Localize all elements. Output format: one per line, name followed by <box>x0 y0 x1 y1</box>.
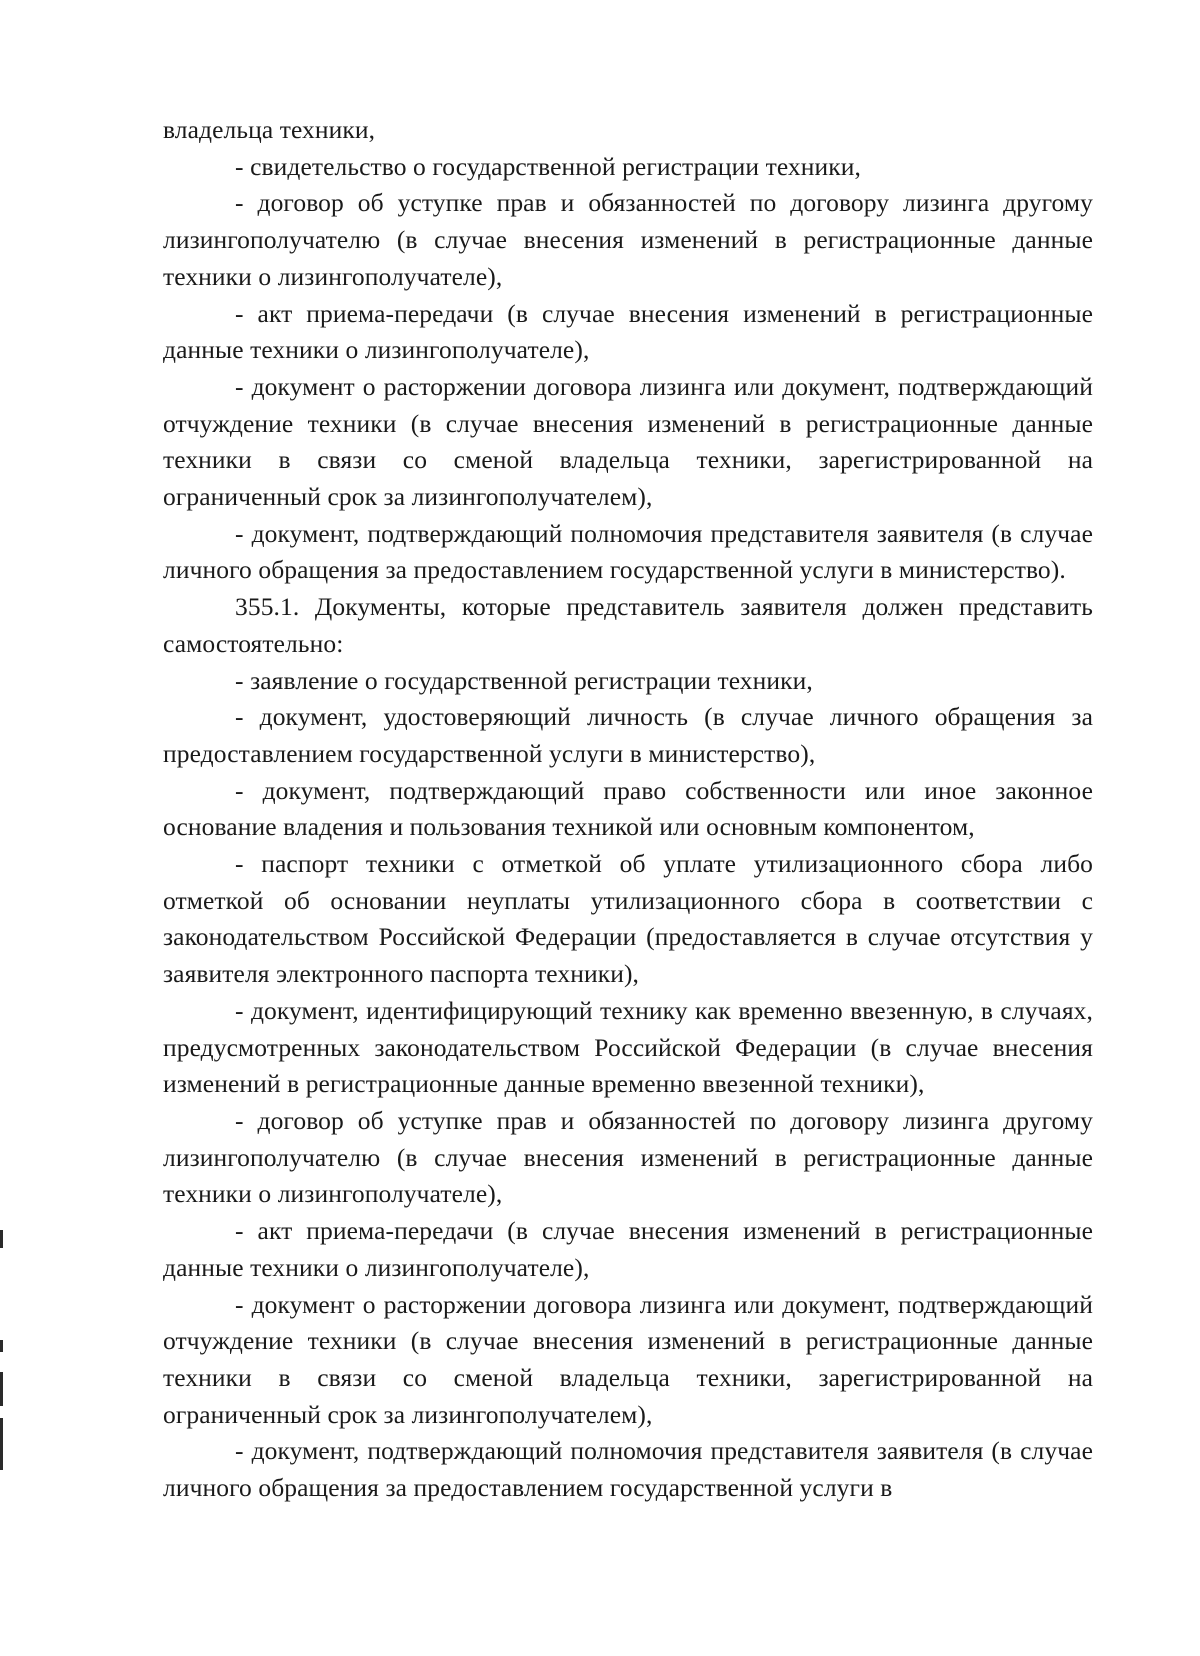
section-heading-355-1: 355.1. Документы, которые представитель заявителя должен представить самостоятельно: <box>163 592 1093 658</box>
scan-edge-mark <box>0 1230 3 1248</box>
list-item-transfer-act: - акт приема-передачи (в случае внесения изменений в регистрационные данные техники о лизингополучателе), <box>163 298 1093 365</box>
scan-edge-mark <box>0 1372 3 1406</box>
list-item-leasing-termination-2: - документ о расторжении договора лизинга или документ, подтверждающий отчуждение техники (в случае внесения изменений в регистрационные данные техники в связи со сменой владельца техники, зарегистрированной на ограниченный срок за лизингополучателем), <box>163 1289 1093 1429</box>
list-item-equipment-passport: - паспорт техники с отметкой об уплате утилизационного сбора либо отметкой об основании неуплаты утилизационного сбора в соответствии с законодательством Российской Федерации (предоставляется в случае отсутствия у заявителя электронного паспорта техники), <box>163 849 1093 989</box>
list-item-registration-application: - заявление о государственной регистрации техники, <box>235 665 813 695</box>
list-item-representative-authority: - документ, подтверждающий полномочия представителя заявителя (в случае личного обращения за предоставлением государственной услуги в министерство). <box>163 518 1093 585</box>
list-item-transfer-act-2: - акт приема-передачи (в случае внесения изменений в регистрационные данные техники о лизингополучателе), <box>163 1216 1093 1282</box>
scan-edge-mark <box>0 1340 3 1352</box>
scan-edge-mark <box>0 1418 3 1470</box>
paragraph-continuation: владельца техники, <box>163 115 376 144</box>
document-body <box>163 112 1093 1507</box>
list-item-ownership-document: - документ, подтверждающий право собственности или иное законное основание владения и пользования техникой или основным компонентом, <box>163 775 1093 842</box>
list-item-leasing-assignment-2: - договор об уступке прав и обязанностей по договору лизинга другому лизингополучателю (в случае внесения изменений в регистрационные данные техники о лизингополучателе), <box>163 1105 1093 1209</box>
list-item-leasing-termination: - документ о расторжении договора лизинга или документ, подтверждающий отчуждение техники (в случае внесения изменений в регистрационные данные техники в связи со сменой владельца техники, зарегистрированной на ограниченный срок за лизингополучателем), <box>163 371 1093 512</box>
list-item-identity-document: - документ, удостоверяющий личность (в случае личного обращения за предоставлением государственной услуги в министерство), <box>163 702 1093 768</box>
list-item-temporary-import: - документ, идентифицирующий технику как временно ввезенную, в случаях, предусмотренных законодательством Российской Федерации (в случае внесения изменений в регистрационные данные временно ввезенной техники), <box>163 995 1093 1099</box>
list-item-representative-authority-2: - документ, подтверждающий полномочия представителя заявителя (в случае личного обращения за предоставлением государственной услуги в <box>163 1436 1093 1503</box>
list-item-leasing-assignment: - договор об уступке прав и обязанностей по договору лизинга другому лизингополучателю (в случае внесения изменений в регистрационные данные техники о лизингополучателе), <box>163 188 1093 291</box>
list-item-registration-certificate: - свидетельство о государственной регистрации техники, <box>235 151 861 181</box>
